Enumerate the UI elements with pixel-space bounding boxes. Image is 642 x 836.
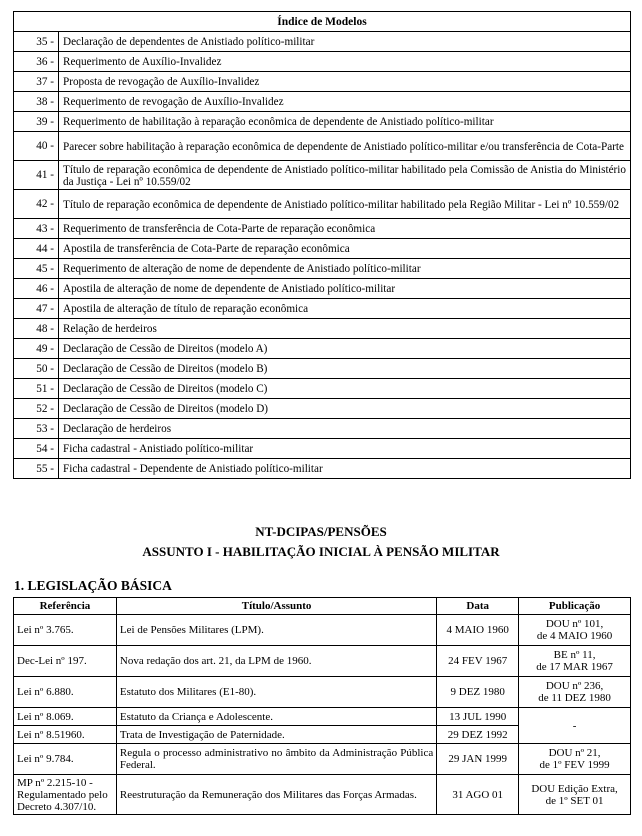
publication-cell [519,677,631,708]
reference-cell [14,775,117,815]
index-number: 48 - [14,319,59,339]
models-index-table [13,11,631,479]
index-description: Declaração de herdeiros [59,419,631,439]
date-cell: 13 JUL 1990 [437,708,519,726]
table-row [14,677,631,708]
date-cell: 29 JAN 1999 [437,744,519,775]
index-description: Declaração de Cessão de Direitos (modelo C) [59,379,631,399]
index-number: 46 - [14,279,59,299]
reference-line: MP nº 2.215-10 - [17,776,93,789]
date-cell: 4 MAIO 1960 [437,615,519,646]
index-description: Título de reparação econômica de dependente de Anistiado político-militar habilitado pela Comissão de Anistia do Ministério da Justiça - Lei nº 10.559/02 [59,161,631,190]
reference-cell: Lei nº 8.51960. [14,726,117,744]
publication-line: de 17 MAR 1967 [536,661,613,673]
index-description: Proposta de revogação de Auxílio-Invalidez [59,72,631,92]
title-cell: Estatuto da Criança e Adolescente. [116,708,436,726]
index-description: Apostila de alteração de nome de dependente de Anistiado político-militar [59,279,631,299]
index-description: Apostila de transferência de Cota-Parte de reparação econômica [59,239,631,259]
publication-line: de 1º FEV 1999 [539,759,610,771]
index-number: 37 - [14,72,59,92]
index-description: Requerimento de habilitação à reparação econômica de dependente de Anistiado político-militar [59,112,631,132]
index-description: Declaração de Cessão de Direitos (modelo D) [59,399,631,419]
publication-line: BE nº 11, [553,649,596,661]
date-cell: 29 DEZ 1992 [437,726,519,744]
publication-cell [519,744,631,775]
table-row [14,775,631,815]
publication-line: DOU nº 101, [545,618,604,630]
publication-line: DOU nº 236, [545,680,604,692]
index-number: 41 - [14,161,59,190]
index-number: 50 - [14,359,59,379]
index-description: Declaração de dependentes de Anistiado político-militar [59,32,631,52]
index-number: 39 - [14,112,59,132]
publication-cell [519,775,631,815]
index-number: 52 - [14,399,59,419]
index-number: 47 - [14,299,59,319]
table-row [14,708,631,726]
publication-line: DOU Edição Extra, [531,782,618,795]
index-description: Declaração de Cessão de Direitos (modelo A) [59,339,631,359]
table-row [14,744,631,775]
publication-cell [519,615,631,646]
index-number: 49 - [14,339,59,359]
index-number: 35 - [14,32,59,52]
publication-line: DOU nº 21, [548,747,601,759]
date-cell: 31 AGO 01 [437,775,519,815]
index-description: Requerimento de revogação de Auxílio-Invalidez [59,92,631,112]
title-cell: Estatuto dos Militares (E1-80). [116,677,436,708]
reference-cell: Lei nº 6.880. [14,677,117,708]
index-number: 36 - [14,52,59,72]
index-description: Título de reparação econômica de dependente de Anistiado político-militar habilitado pela Região Militar - Lei nº 10.559/02 [59,190,631,219]
date-cell: 24 FEV 1967 [437,646,519,677]
index-number: 55 - [14,459,59,479]
reference-cell: Lei nº 8.069. [14,708,117,726]
title-cell: Trata de Investigação de Paternidade. [116,726,436,744]
index-number: 51 - [14,379,59,399]
table-row [14,646,631,677]
index-number: 44 - [14,239,59,259]
title-cell: Lei de Pensões Militares (LPM). [116,615,436,646]
index-description: Ficha cadastral - Dependente de Anistiado político-militar [59,459,631,479]
reference-cell: Lei nº 9.784. [14,744,117,775]
section-title: 1. LEGISLAÇÃO BÁSICA [14,578,172,593]
index-description: Apostila de alteração de título de reparação econômica [59,299,631,319]
index-description: Declaração de Cessão de Direitos (modelo B) [59,359,631,379]
index-number: 54 - [14,439,59,459]
column-header-title: Título/Assunto [116,598,436,615]
document-subtitle: ASSUNTO I - HABILITAÇÃO INICIAL À PENSÃO MILITAR [142,544,500,559]
reference-line: Decreto 4.307/10. [17,800,97,813]
legislation-table [13,597,631,815]
index-description: Requerimento de alteração de nome de dependente de Anistiado político-militar [59,259,631,279]
index-number: 53 - [14,419,59,439]
document-title: NT-DCIPAS/PENSÕES [255,524,387,539]
index-title: Índice de Modelos [14,12,631,32]
reference-line: Regulamentado pelo [17,788,108,801]
publication-line: de 4 MAIO 1960 [536,630,613,642]
publication-line: de 1º SET 01 [545,794,604,807]
index-number: 43 - [14,219,59,239]
index-number: 42 - [14,190,59,219]
index-number: 40 - [14,132,59,161]
date-cell: 9 DEZ 1980 [437,677,519,708]
reference-cell: Lei nº 3.765. [14,615,117,646]
index-description: Ficha cadastral - Anistiado político-militar [59,439,631,459]
index-number: 38 - [14,92,59,112]
index-description: Parecer sobre habilitação à reparação econômica de dependente de Anistiado político-militar e/ou transferência de Cota-Parte [59,132,631,161]
index-description: Requerimento de Auxílio-Invalidez [59,52,631,72]
index-description: Relação de herdeiros [59,319,631,339]
index-number: 45 - [14,259,59,279]
column-header-reference: Referência [14,598,117,615]
title-cell: Regula o processo administrativo no âmbito da Administração Pública Federal. [116,744,436,775]
publication-cell [519,646,631,677]
publication-cell: - [519,708,631,744]
title-cell: Nova redação dos art. 21, da LPM de 1960. [116,646,436,677]
index-description: Requerimento de transferência de Cota-Parte de reparação econômica [59,219,631,239]
table-row [14,615,631,646]
title-cell: Reestruturação da Remuneração dos Militares das Forças Armadas. [116,775,436,815]
column-header-publication: Publicação [519,598,631,615]
publication-line: de 11 DEZ 1980 [538,692,611,704]
column-header-date: Data [437,598,519,615]
reference-cell: Dec-Lei nº 197. [14,646,117,677]
